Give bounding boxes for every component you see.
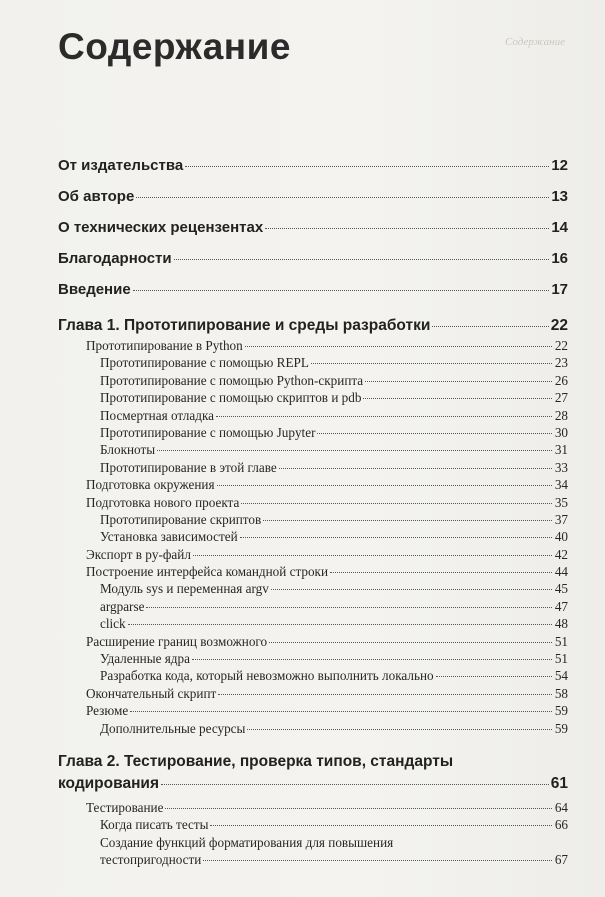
toc-entry-page: 64 — [554, 799, 568, 815]
toc-entry-page: 27 — [554, 390, 568, 406]
dot-leader — [193, 555, 552, 556]
toc-entry-label: Экспорт в py-файл — [86, 546, 191, 562]
toc-entry-page: 42 — [554, 546, 568, 562]
chapter-1 — [58, 315, 568, 737]
dot-leader — [263, 520, 552, 521]
toc-entry[interactable] — [58, 354, 568, 371]
toc-entry-label: click — [100, 616, 126, 632]
dot-leader — [192, 659, 552, 660]
toc-entry-page: 28 — [554, 407, 568, 423]
toc-entry-label: От издательства — [58, 157, 184, 174]
toc-entry[interactable] — [58, 633, 568, 650]
dot-leader — [432, 326, 548, 327]
toc-entry-label: Об авторе — [58, 188, 135, 205]
toc-entry-label-line1: Создание функций форматирования для повышения — [100, 834, 394, 850]
toc-entry[interactable] — [58, 528, 568, 545]
dot-leader — [218, 694, 552, 695]
toc-entry[interactable] — [58, 494, 568, 511]
table-of-contents — [58, 150, 568, 869]
dot-leader — [174, 259, 550, 260]
toc-entry[interactable] — [58, 389, 568, 406]
chapter-2-heading-line2[interactable] — [58, 773, 568, 795]
toc-entry-page: 30 — [554, 424, 568, 440]
front-matter-entry[interactable] — [58, 274, 568, 305]
toc-entry[interactable] — [58, 511, 568, 528]
dot-leader — [203, 860, 552, 861]
toc-entry-page: 22 — [554, 338, 568, 353]
dot-leader — [185, 166, 549, 167]
toc-entry-page: 58 — [554, 685, 568, 701]
toc-entry-label: Посмертная отладка — [100, 407, 215, 423]
toc-entry-page: 51 — [554, 633, 568, 649]
toc-entry[interactable] — [58, 598, 568, 615]
toc-entry-page: 54 — [554, 668, 568, 684]
dot-leader — [240, 537, 552, 538]
chapter-2-heading-line1[interactable]: Глава 2. Тестирование, проверка типов, стандарты — [58, 752, 454, 770]
toc-entry[interactable] — [58, 650, 568, 667]
dot-leader — [210, 825, 552, 826]
page-title: Содержание — [58, 26, 291, 67]
toc-entry-label: Дополнительные ресурсы — [100, 720, 246, 736]
dot-leader — [279, 468, 552, 469]
toc-entry-label: Удаленные ядра — [100, 651, 190, 667]
toc-entry-page: 31 — [554, 442, 568, 458]
toc-entry-label: Блокноты — [100, 442, 156, 458]
toc-entry-label: Модуль sys и переменная argv — [100, 581, 269, 597]
dot-leader — [165, 808, 552, 809]
dot-leader — [311, 363, 552, 364]
toc-entry-page: 51 — [554, 651, 568, 667]
running-header: Содержание — [504, 36, 565, 48]
toc-entry[interactable] — [58, 563, 568, 580]
toc-entry-label: Введение — [58, 281, 131, 298]
toc-entry-page: 40 — [554, 529, 568, 545]
toc-entry-label: Тестирование — [86, 799, 164, 815]
toc-entry[interactable] — [58, 337, 568, 354]
toc-entry[interactable] — [58, 702, 568, 719]
chapter-1-entries — [58, 337, 568, 737]
dot-leader — [265, 228, 549, 229]
toc-entry[interactable] — [58, 407, 568, 424]
toc-entry[interactable] — [58, 580, 568, 597]
dot-leader — [146, 607, 552, 608]
toc-entry-label-line2: тестопригодности — [100, 852, 202, 868]
dot-leader — [330, 572, 552, 573]
toc-entry-label: Прототипирование в этой главе — [100, 459, 277, 475]
toc-entry-label: Построение интерфейса командной строки — [86, 564, 329, 580]
toc-entry-page: 26 — [554, 372, 568, 388]
dot-leader — [245, 346, 552, 347]
toc-entry-page: 14 — [551, 219, 568, 236]
toc-entry-wrapped[interactable] — [58, 834, 568, 869]
toc-entry-label: Прототипирование в Python — [86, 338, 243, 353]
toc-entry-label: Расширение границ возможного — [86, 633, 268, 649]
toc-entry[interactable] — [58, 667, 568, 684]
toc-entry-page: 35 — [554, 494, 568, 510]
dot-leader — [136, 197, 549, 198]
toc-entry-label: Разработка кода, который невозможно выполнить локально — [100, 668, 434, 684]
toc-entry-label: Подготовка нового проекта — [86, 494, 240, 510]
toc-entry-page: 59 — [554, 703, 568, 719]
toc-entry-line2 — [100, 851, 568, 868]
toc-entry[interactable] — [58, 441, 568, 458]
chapter-2 — [58, 751, 568, 869]
dot-leader — [363, 398, 552, 399]
dot-leader — [365, 381, 552, 382]
dot-leader — [436, 676, 552, 677]
toc-entry[interactable] — [58, 615, 568, 632]
front-matter-section — [58, 150, 568, 305]
toc-entry-label: Подготовка окружения — [86, 477, 215, 493]
toc-entry-label: Окончательный скрипт — [86, 685, 217, 701]
toc-entry-page: 44 — [554, 564, 568, 580]
toc-entry-label: argparse — [100, 598, 145, 614]
chapter-1-title: Глава 1. Прототипирование и среды разработки — [58, 317, 431, 334]
toc-entry[interactable] — [58, 476, 568, 493]
toc-entry-page: 48 — [554, 616, 568, 632]
toc-entry-label: Прототипирование скриптов — [100, 511, 262, 527]
toc-entry-page: 47 — [554, 598, 568, 614]
toc-entry-page: 67 — [554, 852, 568, 868]
toc-entry-label: Благодарности — [58, 250, 172, 267]
dot-leader — [269, 642, 552, 643]
toc-entry[interactable] — [58, 799, 568, 816]
toc-entry-label: Прототипирование с помощью REPL — [100, 355, 309, 371]
dot-leader — [216, 416, 552, 417]
dot-leader — [157, 450, 552, 451]
toc-entry-page: 45 — [554, 581, 568, 597]
toc-entry[interactable] — [58, 459, 568, 476]
chapter-1-page: 22 — [550, 317, 568, 334]
toc-entry[interactable] — [58, 720, 568, 737]
dot-leader — [133, 290, 550, 291]
toc-entry-label: О технических рецензентах — [58, 219, 264, 236]
toc-entry-label: Прототипирование с помощью Python-скрипта — [100, 372, 364, 388]
toc-entry-page: 33 — [554, 459, 568, 475]
dot-leader — [247, 729, 552, 730]
dot-leader — [130, 711, 552, 712]
toc-entry-page: 59 — [554, 720, 568, 736]
toc-entry-page: 66 — [554, 817, 568, 833]
toc-entry[interactable] — [58, 685, 568, 702]
front-matter-entry[interactable] — [58, 150, 568, 181]
dot-leader — [161, 784, 549, 785]
toc-entry-page: 17 — [551, 281, 568, 298]
front-matter-entry[interactable] — [58, 181, 568, 212]
toc-entry[interactable] — [58, 546, 568, 563]
toc-entry[interactable] — [58, 816, 568, 833]
chapter-2-title-cont: кодирования — [58, 774, 159, 792]
chapter-1-heading[interactable] — [58, 315, 568, 337]
chapter-2-page: 61 — [550, 774, 568, 792]
toc-entry-page: 13 — [551, 188, 568, 205]
toc-entry-page: 16 — [551, 250, 568, 267]
dot-leader — [317, 433, 552, 434]
toc-entry-label: Резюме — [86, 703, 129, 719]
front-matter-entry[interactable] — [58, 243, 568, 274]
toc-entry-page: 34 — [554, 477, 568, 493]
dot-leader — [241, 503, 552, 504]
toc-entry-page: 12 — [551, 157, 568, 174]
toc-entry-page: 37 — [554, 511, 568, 527]
toc-entry-page: 23 — [554, 355, 568, 371]
toc-entry-label: Прототипирование с помощью Jupyter — [100, 424, 316, 440]
toc-entry-label: Когда писать тесты — [100, 817, 209, 833]
toc-entry-label: Установка зависимостей — [100, 529, 238, 545]
toc-entry[interactable] — [58, 372, 568, 389]
front-matter-entry[interactable] — [58, 212, 568, 243]
toc-entry[interactable] — [58, 424, 568, 441]
dot-leader — [271, 589, 552, 590]
dot-leader — [128, 624, 552, 625]
chapter-2-entries — [58, 799, 568, 834]
dot-leader — [217, 485, 552, 486]
toc-entry-label: Прототипирование с помощью скриптов и pdb — [100, 390, 362, 406]
